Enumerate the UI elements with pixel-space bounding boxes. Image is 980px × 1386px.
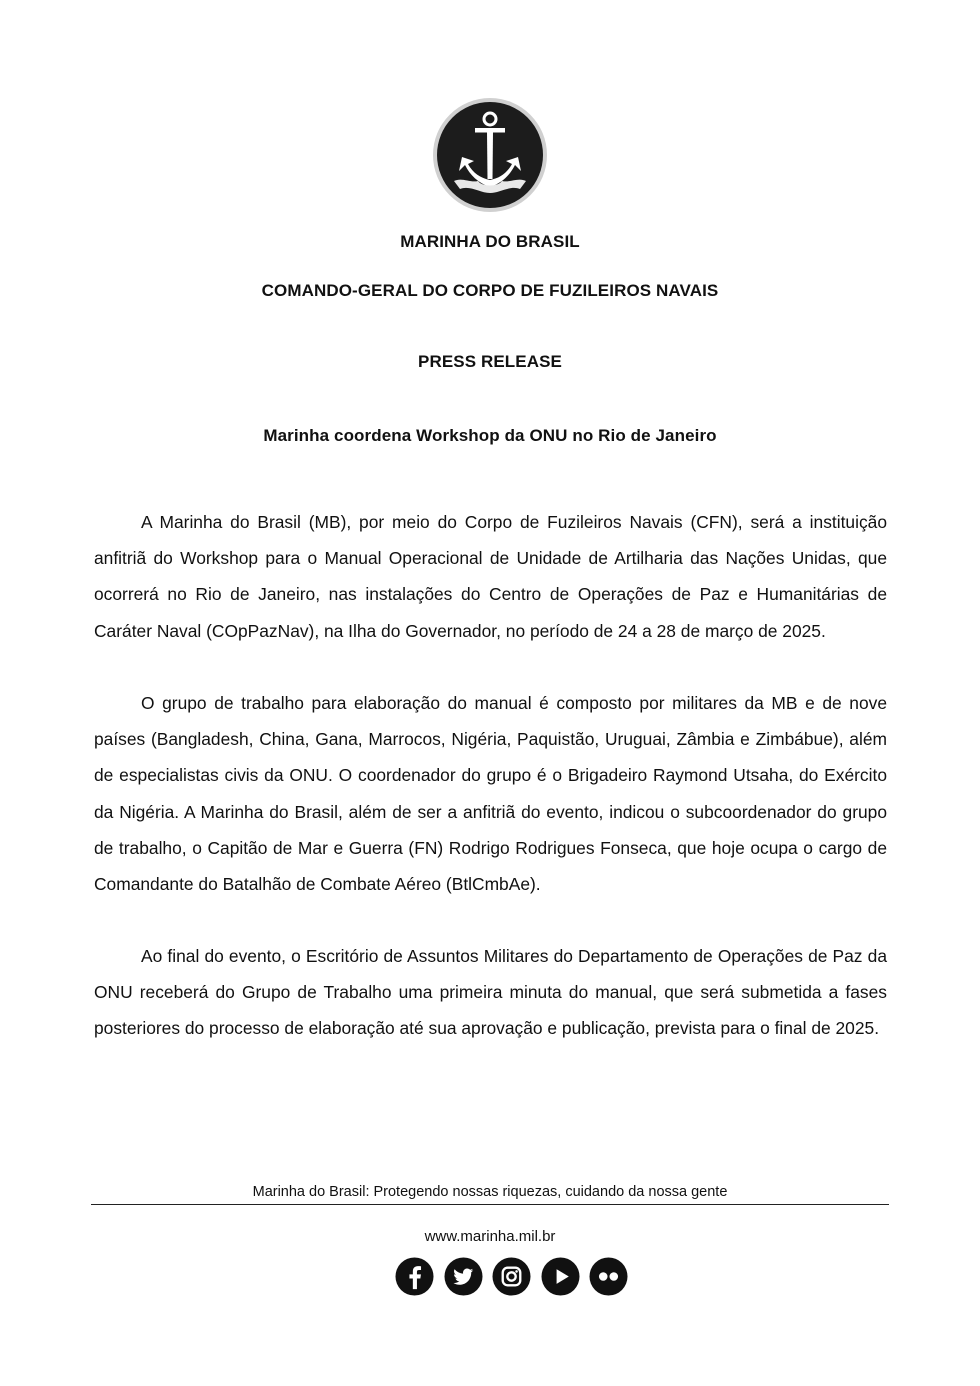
facebook-icon[interactable] [395, 1257, 434, 1296]
headline: Marinha coordena Workshop da ONU no Rio de Janeiro [263, 426, 717, 445]
instagram-icon[interactable] [492, 1257, 531, 1296]
footer-divider [91, 1204, 889, 1205]
body-paragraph: O grupo de trabalho para elaboração do manual é composto por militares da MB e de nove países (Bangladesh, China, Gana, Marrocos, Nigéria, Paquistão, Uruguai, Zâmbia e Zimbábue), além de especialistas civis da ONU. O coordenador do grupo é o Brigadeiro Raymond Utsaha, do Exército da Nigéria. A Marinha do Brasil, além de ser a anfitriã do evento, indicou o subcoordenador do grupo de trabalho, o Capitão de Mar e Guerra (FN) Rodrigo Rodrigues Fonseca, que hoje ocupa o cargo de Comandante do Batalhão de Combate Aéreo (BtlCmbAe). [94, 693, 887, 895]
website-link[interactable]: www.marinha.mil.br [424, 1228, 556, 1245]
anchor-emblem-icon [432, 97, 548, 213]
twitter-icon[interactable] [444, 1257, 483, 1296]
youtube-icon[interactable] [541, 1257, 580, 1296]
body-paragraph: A Marinha do Brasil (MB), por meio do Corpo de Fuzileiros Navais (CFN), será a instituição anfitriã do Workshop para o Manual Operacional de Unidade de Artilharia das Nações Unidas, que ocorrerá no Rio de Janeiro, nas instalações do Centro de Operações de Paz e Humanitárias de Caráter Naval (COpPazNav), na Ilha do Governador, no período de 24 a 28 de março de 2025. [94, 512, 887, 641]
command-name: COMANDO-GERAL DO CORPO DE FUZILEIROS NAVAIS [261, 281, 719, 300]
org-name: MARINHA DO BRASIL [400, 232, 580, 251]
social-icons [395, 1257, 635, 1297]
release-label: PRESS RELEASE [418, 352, 562, 371]
footer-motto: Marinha do Brasil: Protegendo nossas riquezas, cuidando da nossa gente [252, 1184, 728, 1200]
flickr-icon[interactable] [589, 1257, 628, 1296]
body-paragraph: Ao final do evento, o Escritório de Assuntos Militares do Departamento de Operações de Paz da ONU receberá do Grupo de Trabalho uma primeira minuta do manual, que será submetida a fases posteriores do processo de elaboração até sua aprovação e publicação, prevista para o final de 2025. [94, 946, 887, 1039]
